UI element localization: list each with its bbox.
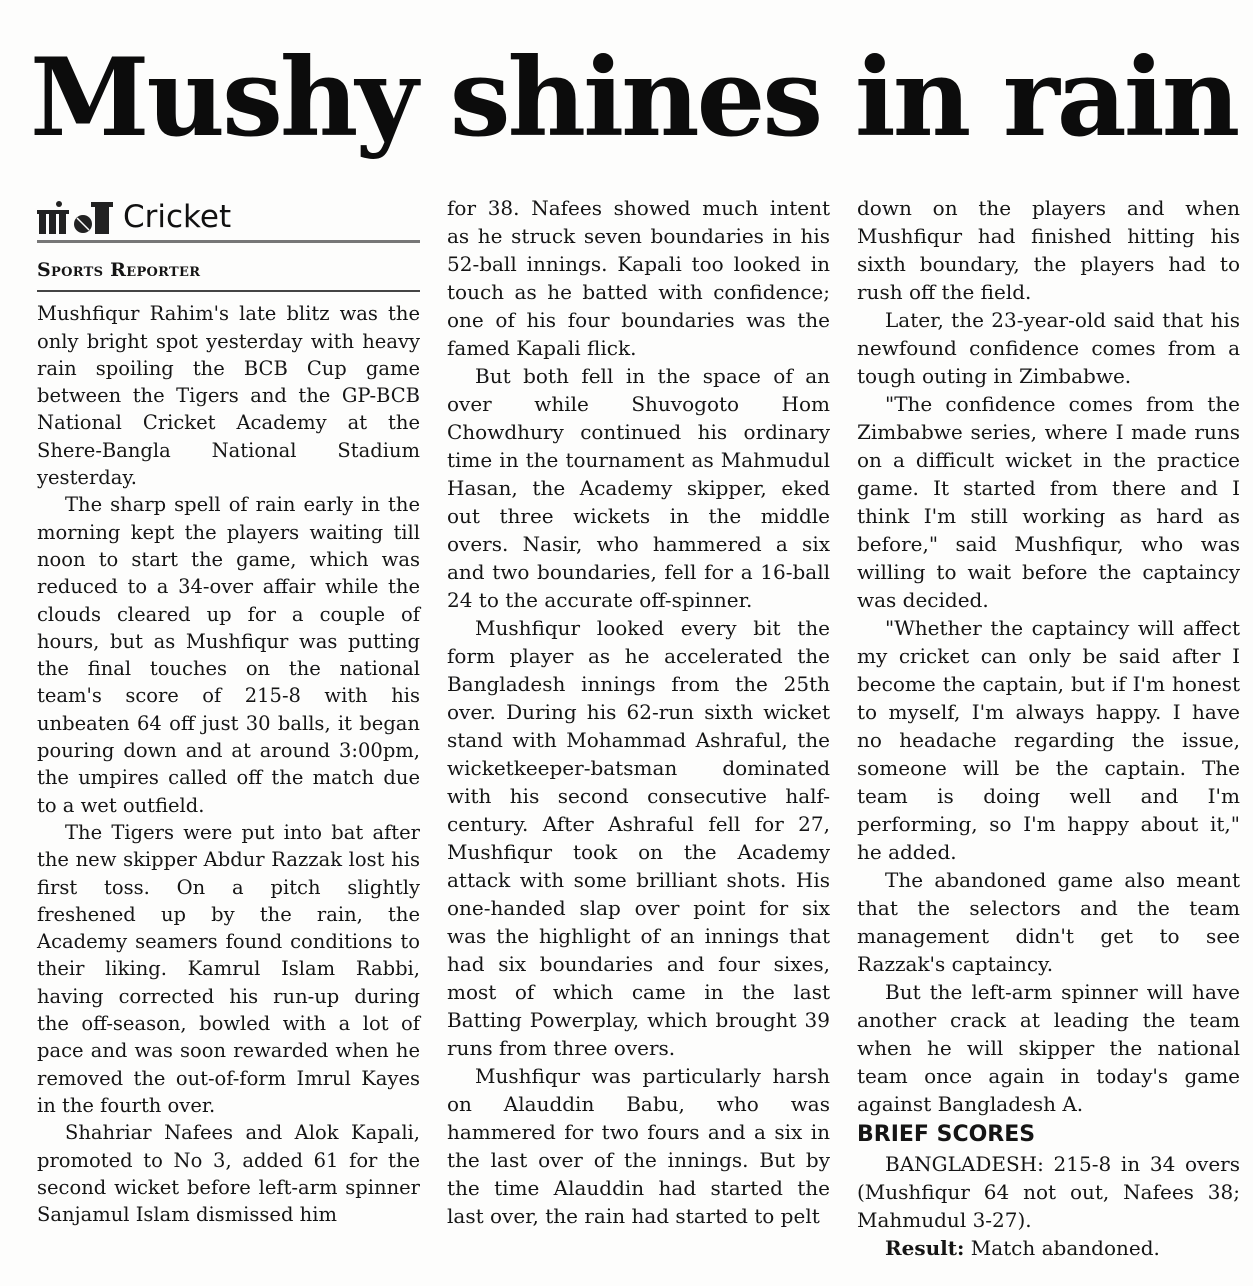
- paragraph: "The confidence comes from the Zimbabwe series, where I made runs on a difficult wicket in the practice game. It started from there and I think I'm still working as hard as before," said Mushfiqur, who was willing to wait before the captaincy was decided.: [857, 392, 1240, 612]
- paragraph: "Whether the captaincy will affect my cricket can only be said after I become the captain, but if I'm honest to myself, I'm always happy. I have no headache regarding the issue, someone will be the captain. The team is doing well and I'm performing, so I'm happy about it," he added.: [857, 616, 1240, 864]
- paragraph: Mushfiqur was particularly harsh on Alauddin Babu, who was hammered for two fours and a six in the last over of the innings. But by the time Alauddin had started the last over, the rain had started to pelt: [447, 1064, 830, 1228]
- result-line: [857, 1234, 1240, 1262]
- section-header: [37, 194, 420, 243]
- result-text: Match abandoned.: [964, 1236, 1160, 1260]
- paragraph: The abandoned game also meant that the selectors and the team management didn't get to see Razzak's captaincy.: [857, 868, 1240, 976]
- paragraph: The Tigers were put into bat after the new skipper Abdur Razzak lost his first toss. On a pitch slightly freshened up by the rain, the Academy seamers found conditions to their liking. Kamrul Islam Rabbi, having corrected his run-up during the off-season, bowled with a lot of pace and was soon rewarded when he removed the out-of-form Imrul Kayes in the fourth over.: [37, 820, 420, 1117]
- paragraph: Mushfiqur Rahim's late blitz was the only bright spot yesterday with heavy rain spoiling the BCB Cup game between the Tigers and the GP-BCB National Cricket Academy at the Shere-Bangla National Stadium yesterday.: [37, 302, 420, 490]
- paragraph: Later, the 23-year-old said that his newfound confidence comes from a tough outing in Zimbabwe.: [857, 308, 1240, 388]
- brief-scores-line: BANGLADESH: 215-8 in 34 overs (Mushfiqur 64 not out, Nafees 38; Mahmudul 3-27).: [857, 1152, 1240, 1232]
- paragraph: But the left-arm spinner will have another crack at leading the team when he will skipper the national team once again in today's game against Bangladesh A.: [857, 980, 1240, 1116]
- column-1: [37, 194, 420, 1274]
- result-label: Result:: [885, 1236, 965, 1260]
- section-label: Cricket: [123, 199, 232, 235]
- headline: Mushy shines in rain: [30, 35, 1238, 161]
- column-3: [857, 194, 1240, 1274]
- paragraph: down on the players and when Mushfiqur had finished hitting his sixth boundary, the players had to rush off the field.: [857, 196, 1240, 304]
- paragraph: Mushfiqur looked every bit the form player as he accelerated the Bangladesh innings from the 25th over. During his 62-run sixth wicket stand with Mohammad Ashraful, the wicketkeeper-batsman dominated with his second consecutive half-century. After Ashraful fell for 27, Mushfiqur took on the Academy attack with some brilliant shots. His one-handed slap over point for six was the highlight of an innings that had six boundaries and four sixes, most of which came in the last Batting Powerplay, which brought 39 runs from three overs.: [447, 616, 830, 1060]
- byline: Sports Reporter: [37, 257, 420, 292]
- column-2: [447, 194, 830, 1274]
- paragraph: Shahriar Nafees and Alok Kapali, promoted to No 3, added 61 for the second wicket before left-arm spinner Sanjamul Islam dismissed him: [37, 1121, 420, 1227]
- paragraph: The sharp spell of rain early in the morning kept the players waiting till noon to start the game, which was reduced to a 34-over affair while the clouds cleared up for a couple of hours, but as Mushfiqur was putting the final touches on the national team's score of 215-8 with his unbeaten 64 off just 30 balls, it began pouring down and at around 3:00pm, the umpires called off the match due to a wet outfield.: [37, 493, 420, 817]
- brief-scores-heading: BRIEF SCORES: [857, 1122, 1036, 1147]
- paragraph: But both fell in the space of an over while Shuvogoto Hom Chowdhury continued his ordinary time in the tournament as Mahmudul Hasan, the Academy skipper, eked out three wickets in the middle overs. Nasir, who hammered a six and two boundaries, fell for a 16-ball 24 to the accurate off-spinner.: [447, 364, 830, 612]
- paragraph: for 38. Nafees showed much intent as he struck seven boundaries in his 52-ball innings. Kapali too looked in touch as he batted with confidence; one of his four boundaries was the famed Kapali flick.: [447, 196, 830, 360]
- cricket-icon: [37, 200, 115, 236]
